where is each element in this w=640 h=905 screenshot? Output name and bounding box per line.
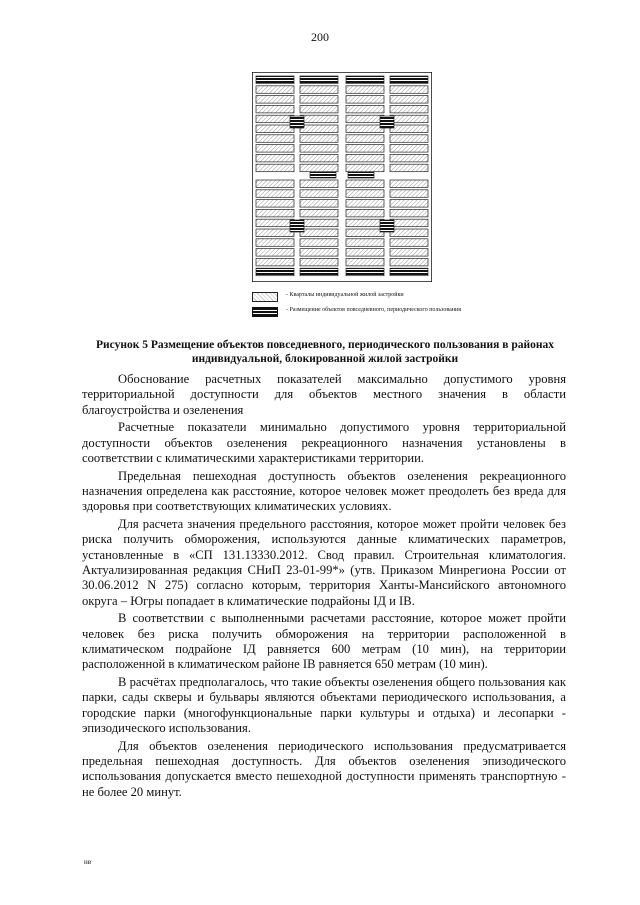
residential-block <box>346 96 384 104</box>
service-block <box>310 172 336 178</box>
residential-block <box>300 249 338 257</box>
service-block <box>346 268 384 276</box>
legend-label-service: - Размещение объектов повседневного, периодического пользования <box>286 307 461 313</box>
residential-block <box>300 258 338 266</box>
residential-block <box>300 105 338 113</box>
heading-paragraph: Обоснование расчетных показателей максимально допустимого уровня территориальной доступности для объектов местного значения в области благоустройства и озеленения <box>82 372 566 417</box>
body-paragraph: Предельная пешеходная доступность объектов озеленения рекреационного назначения определена как расстояние, которое человек может преодолеть без вреда для здоровья при соответствующих климатических условиях. <box>82 468 566 514</box>
residential-block <box>390 258 428 266</box>
residential-block <box>390 249 428 257</box>
residential-block <box>346 249 384 257</box>
residential-block <box>346 258 384 266</box>
residential-block <box>390 209 428 217</box>
service-block <box>256 268 294 276</box>
residential-block <box>256 105 294 113</box>
service-block <box>390 76 428 84</box>
service-block <box>390 268 428 276</box>
residential-block <box>346 115 384 123</box>
residential-block <box>256 135 294 143</box>
residential-block <box>346 86 384 94</box>
residential-block <box>300 135 338 143</box>
residential-block <box>346 239 384 247</box>
residential-block <box>346 229 384 237</box>
residential-block <box>390 135 428 143</box>
residential-block <box>390 145 428 153</box>
residential-block <box>390 164 428 172</box>
body-paragraph: Расчетные показатели минимально допустимого уровня территориальной доступности объектов озеленения рекреационного назначения установлены в соответствии с климатическими характеристиками территории. <box>82 420 566 465</box>
residential-block <box>390 105 428 113</box>
legend-item-service <box>252 307 512 317</box>
figure-caption: Рисунок 5 Размещение объектов повседневного, периодического пользования в районах индивидуальной, блокированной жилой застройки <box>95 339 555 365</box>
residential-block <box>256 154 294 162</box>
district-layout-figure <box>252 72 432 282</box>
service-block <box>300 268 338 276</box>
residential-block <box>256 190 294 198</box>
residential-block <box>256 249 294 257</box>
residential-block <box>300 190 338 198</box>
legend-label-residential: - Кварталы индивидуальной жилой застройки <box>286 292 404 298</box>
residential-block <box>346 135 384 143</box>
figure-legend <box>252 292 512 322</box>
residential-block <box>256 164 294 172</box>
residential-block <box>256 200 294 208</box>
residential-block <box>346 180 384 188</box>
service-block <box>380 220 394 232</box>
residential-block <box>390 154 428 162</box>
residential-block <box>300 180 338 188</box>
residential-block <box>346 145 384 153</box>
body-paragraph: В соответствии с выполненными расчетами расстояние, которое может пройти человек без риска получить обморожения на территории расположенной в климатическом подрайоне IД равняется 600 метрам (10 мин), на территории расположенной в климатическом районе IB равняется 650 метрам (10 мин). <box>82 611 566 672</box>
residential-block <box>346 209 384 217</box>
residential-block <box>300 164 338 172</box>
legend-item-residential <box>252 292 512 302</box>
service-block <box>380 116 394 128</box>
residential-block <box>390 86 428 94</box>
residential-block <box>300 125 338 133</box>
striped-block-swatch-icon <box>252 307 278 317</box>
residential-block <box>256 125 294 133</box>
residential-block <box>256 145 294 153</box>
residential-block <box>300 219 338 227</box>
residential-block <box>300 154 338 162</box>
residential-block <box>300 115 338 123</box>
residential-block <box>300 145 338 153</box>
residential-block <box>390 200 428 208</box>
residential-block <box>300 229 338 237</box>
document-body <box>82 372 566 803</box>
residential-block <box>346 200 384 208</box>
service-block <box>348 172 374 178</box>
hatched-block-swatch-icon <box>252 292 278 302</box>
service-block <box>256 76 294 84</box>
service-block <box>290 220 304 232</box>
residential-block <box>390 239 428 247</box>
residential-block <box>300 209 338 217</box>
residential-block <box>300 86 338 94</box>
body-paragraph: В расчётах предполагалось, что такие объекты озеленения общего пользования как парки, сады скверы и бульвары являются объектами периодического использования, а городские парки (многофункциональные парки культуры и отдыха) и лесопарки - эпизодического использования. <box>82 675 566 736</box>
residential-block <box>346 154 384 162</box>
residential-block <box>256 86 294 94</box>
residential-block <box>256 96 294 104</box>
residential-block <box>256 229 294 237</box>
body-paragraph: Для объектов озеленения периодического использования предусматривается предельная пешеходная доступность. Для объектов озеленения эпизодического использования допускается вместо пешеходной доступности применять транспортную - не более 20 минут. <box>82 738 566 799</box>
residential-block <box>346 190 384 198</box>
service-block <box>290 116 304 128</box>
residential-block <box>346 164 384 172</box>
residential-block <box>256 209 294 217</box>
block-plan-diagram <box>252 72 432 282</box>
residential-block <box>256 180 294 188</box>
service-block <box>300 76 338 84</box>
body-paragraph: Для расчета значения предельного расстояния, которое может пройти человек без риска получить обморожения, используются данные климатических параметров, установленные в «СП 131.13330.2012. Свод правил. Строительная климатология. Актуализированная редакция СНиП 23-01-99*» (утв. Приказом Минрегиона России от 30.06.2012 N 275) согласно которым, территория Ханты-Мансийского автономного округа – Югры попадает в климатические подрайоны IД и IB. <box>82 517 566 608</box>
residential-block <box>390 190 428 198</box>
residential-block <box>390 219 428 227</box>
residential-block <box>300 96 338 104</box>
residential-block <box>256 115 294 123</box>
page-number: 200 <box>311 30 329 44</box>
residential-block <box>390 125 428 133</box>
residential-block <box>300 239 338 247</box>
residential-block <box>300 200 338 208</box>
residential-block <box>346 219 384 227</box>
residential-block <box>390 180 428 188</box>
residential-block <box>256 258 294 266</box>
service-block <box>346 76 384 84</box>
footer-mark: нв <box>84 858 92 866</box>
residential-block <box>390 229 428 237</box>
residential-block <box>390 96 428 104</box>
residential-block <box>256 219 294 227</box>
residential-block <box>346 105 384 113</box>
residential-block <box>346 125 384 133</box>
residential-block <box>390 115 428 123</box>
residential-block <box>256 239 294 247</box>
